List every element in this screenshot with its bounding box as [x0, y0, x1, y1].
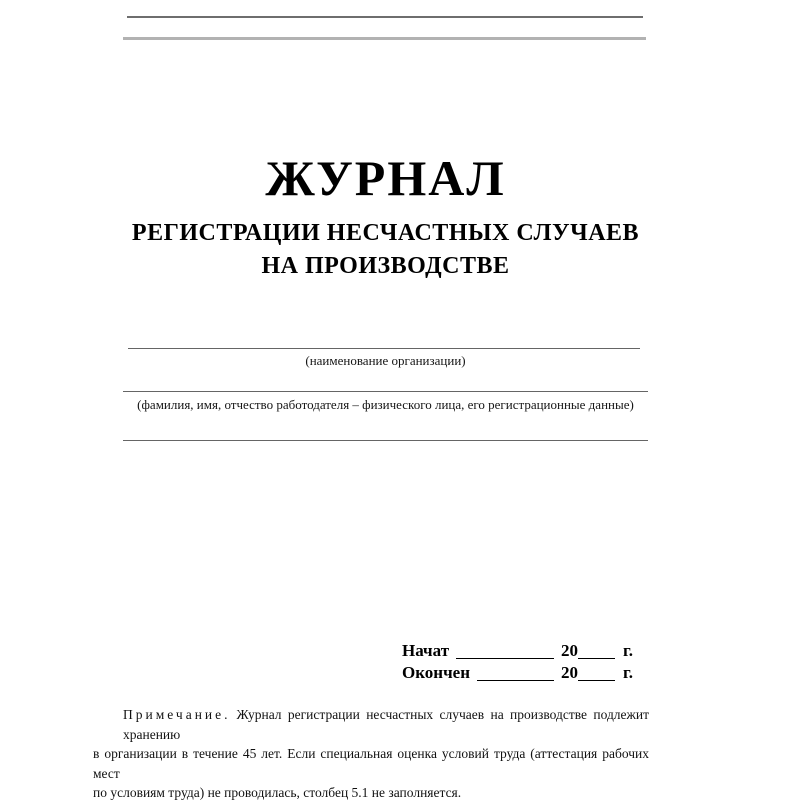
journal-subtitle-line1: РЕГИСТРАЦИИ НЕСЧАСТНЫХ СЛУЧАЕВ [131, 220, 640, 246]
employer-caption: (фамилия, имя, отчество работодателя – физического лица, его регистрационные данные) [137, 397, 634, 412]
org-name-write-in-line [128, 348, 640, 349]
title-block [123, 150, 648, 283]
finished-year-write-in-line [578, 680, 615, 681]
top-rule-secondary [123, 37, 646, 40]
note-line-1-text: Журнал регистрации несчастных случаев на производстве подлежит хранению [123, 707, 649, 742]
journal-title: ЖУРНАЛ [265, 150, 506, 206]
finished-row [402, 661, 633, 683]
extra-write-in-line [123, 440, 648, 441]
started-year-prefix: 20 [560, 641, 578, 660]
started-year-write-in-line [578, 658, 615, 659]
finished-year-prefix: 20 [560, 663, 578, 682]
finished-label: Окончен [402, 663, 471, 682]
dates-block [402, 639, 633, 683]
started-year-suffix: г. [622, 641, 633, 660]
started-label: Начат [402, 641, 450, 660]
note-line-1 [93, 705, 649, 744]
journal-subtitle [123, 217, 648, 283]
finished-year-suffix: г. [622, 663, 633, 682]
note-paragraph [93, 705, 649, 800]
org-name-caption: (наименование организации) [305, 353, 466, 368]
finished-date-write-in-line [477, 680, 554, 681]
note-line-3: по условиям труда) не проводилась, столбец 5.1 не заполняется. [93, 785, 462, 800]
started-row [402, 639, 633, 661]
note-label: Примечание. [123, 707, 231, 722]
top-rule-primary [127, 16, 643, 18]
employer-write-in-line [123, 391, 648, 392]
journal-subtitle-line2: НА ПРОИЗВОДСТВЕ [261, 253, 510, 279]
note-line-2: в организации в течение 45 лет. Если специальная оценка условий труда (аттестация рабочих мест [93, 746, 649, 781]
started-date-write-in-line [456, 658, 554, 659]
